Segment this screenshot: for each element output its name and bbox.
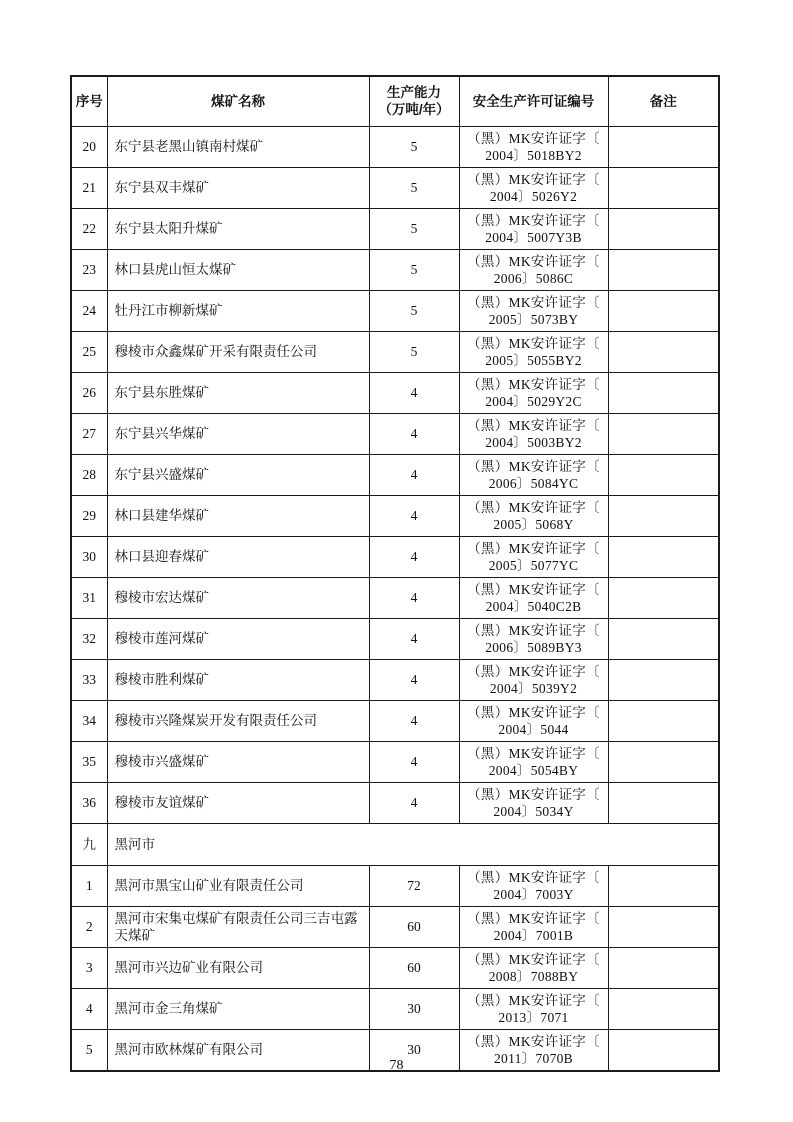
row-capacity: 30 [369,1029,459,1071]
row-remark [608,290,719,331]
license-line1: （黑）MK安许证字〔 [467,540,600,556]
row-capacity: 4 [369,782,459,823]
license-line2: 2004〕5007Y3B [485,229,582,245]
page-number: 78 [389,1058,404,1073]
header-remark-label: 备注 [649,93,677,109]
row-no: 21 [71,167,107,208]
row-mine-name: 穆棱市众鑫煤矿开采有限责任公司 [107,331,369,372]
row-remark [608,659,719,700]
row-no: 20 [71,126,107,167]
license-line1: （黑）MK安许证字〔 [467,171,600,187]
row-no: 1 [71,865,107,906]
row-mine-name: 林口县迎春煤矿 [107,536,369,577]
row-remark [608,700,719,741]
row-license [459,495,608,536]
header-mine-name-label: 煤矿名称 [211,93,265,109]
row-mine-name: 东宁县双丰煤矿 [107,167,369,208]
row-capacity: 4 [369,700,459,741]
row-license [459,126,608,167]
row-mine-name: 东宁县兴华煤矿 [107,413,369,454]
row-remark [608,372,719,413]
table-row [71,906,719,947]
row-license [459,741,608,782]
row-capacity: 60 [369,906,459,947]
license-line2: 2004〕5034Y [493,803,574,819]
row-no: 26 [71,372,107,413]
row-license [459,536,608,577]
row-license [459,700,608,741]
table-row [71,290,719,331]
row-no: 24 [71,290,107,331]
license-line2: 2011〕7070B [493,1050,573,1066]
license-line2: 2006〕5086C [493,270,574,286]
license-line2: 2005〕5055BY2 [485,352,582,368]
license-line1: （黑）MK安许证字〔 [467,745,600,761]
license-line1: （黑）MK安许证字〔 [467,581,600,597]
row-license [459,167,608,208]
row-capacity: 72 [369,865,459,906]
row-remark [608,988,719,1029]
table-row [71,988,719,1029]
row-capacity: 4 [369,536,459,577]
row-remark [608,454,719,495]
license-line1: （黑）MK安许证字〔 [467,130,600,146]
row-remark [608,618,719,659]
license-line2: 2004〕5039Y2 [489,680,578,696]
row-no: 22 [71,208,107,249]
row-no: 2 [71,906,107,947]
row-license [459,577,608,618]
row-license [459,865,608,906]
row-no: 31 [71,577,107,618]
license-line1: （黑）MK安许证字〔 [467,951,600,967]
table-row [71,372,719,413]
table-row [71,208,719,249]
row-mine-name: 穆棱市宏达煤矿 [107,577,369,618]
license-line1: （黑）MK安许证字〔 [467,786,600,802]
row-no: 5 [71,1029,107,1071]
row-capacity: 4 [369,577,459,618]
row-no: 32 [71,618,107,659]
row-mine-name: 牡丹江市柳新煤矿 [107,290,369,331]
license-line2: 2004〕5003BY2 [485,434,582,450]
row-remark [608,782,719,823]
row-mine-name: 穆棱市兴盛煤矿 [107,741,369,782]
row-capacity: 60 [369,947,459,988]
row-capacity: 4 [369,454,459,495]
row-remark [608,495,719,536]
row-no: 4 [71,988,107,1029]
row-mine-name: 东宁县太阳升煤矿 [107,208,369,249]
row-license [459,290,608,331]
row-capacity: 4 [369,413,459,454]
row-license [459,454,608,495]
table-row [71,782,719,823]
row-remark [608,741,719,782]
row-no: 23 [71,249,107,290]
license-line1: （黑）MK安许证字〔 [467,910,600,926]
license-line2: 2004〕7003Y [493,886,574,902]
row-capacity: 4 [369,495,459,536]
row-mine-name: 黑河市宋集屯煤矿有限责任公司三吉屯露天煤矿 [107,906,369,947]
row-no: 30 [71,536,107,577]
license-line1: （黑）MK安许证字〔 [467,417,600,433]
license-line2: 2005〕5068Y [493,516,574,532]
table-row [71,700,719,741]
header-mine-name [107,76,369,126]
license-line1: （黑）MK安许证字〔 [467,1033,600,1049]
header-no-label: 序号 [75,93,103,109]
license-line1: （黑）MK安许证字〔 [467,869,600,885]
header-no [71,76,107,126]
row-capacity: 5 [369,167,459,208]
table-row [71,947,719,988]
table-row [71,413,719,454]
table-row [71,577,719,618]
row-remark [608,906,719,947]
header-row [71,76,719,126]
row-mine-name: 林口县建华煤矿 [107,495,369,536]
row-capacity: 4 [369,372,459,413]
header-license-label: 安全生产许可证编号 [472,93,595,109]
license-line2: 2013〕7071 [498,1009,569,1025]
row-license [459,906,608,947]
row-capacity: 5 [369,249,459,290]
table-body [71,126,719,1071]
table-row [71,536,719,577]
row-mine-name: 穆棱市莲河煤矿 [107,618,369,659]
row-license [459,782,608,823]
section-title: 黑河市 [107,823,719,865]
row-license [459,618,608,659]
table-row [71,249,719,290]
license-line1: （黑）MK安许证字〔 [467,992,600,1008]
license-line1: （黑）MK安许证字〔 [467,212,600,228]
row-license [459,413,608,454]
table-row [71,659,719,700]
row-no: 36 [71,782,107,823]
license-line1: （黑）MK安许证字〔 [467,622,600,638]
row-no: 35 [71,741,107,782]
row-mine-name: 穆棱市友谊煤矿 [107,782,369,823]
row-mine-name: 东宁县兴盛煤矿 [107,454,369,495]
license-line2: 2005〕5073BY [488,311,579,327]
header-capacity [369,76,459,126]
row-no: 33 [71,659,107,700]
section-row [71,823,719,865]
row-no: 25 [71,331,107,372]
row-capacity: 5 [369,331,459,372]
row-license [459,208,608,249]
table-row [71,331,719,372]
license-line1: （黑）MK安许证字〔 [467,704,600,720]
row-remark [608,413,719,454]
coal-mine-table [70,75,720,1072]
license-line1: （黑）MK安许证字〔 [467,294,600,310]
row-remark [608,208,719,249]
row-remark [608,947,719,988]
table-row [71,126,719,167]
table-row [71,741,719,782]
row-remark [608,331,719,372]
license-line1: （黑）MK安许证字〔 [467,663,600,679]
header-license [459,76,608,126]
row-remark [608,577,719,618]
header-remark [608,76,719,126]
license-line2: 2006〕5084YC [488,475,579,491]
row-capacity: 5 [369,126,459,167]
row-license [459,372,608,413]
license-line2: 2004〕5018BY2 [485,147,582,163]
row-remark [608,126,719,167]
row-mine-name: 黑河市兴边矿业有限公司 [107,947,369,988]
table-row [71,618,719,659]
section-index: 九 [71,823,107,865]
license-line1: （黑）MK安许证字〔 [467,458,600,474]
license-line2: 2004〕7001B [493,927,574,943]
row-capacity: 4 [369,741,459,782]
row-no: 3 [71,947,107,988]
row-mine-name: 黑河市欧林煤矿有限公司 [107,1029,369,1071]
row-license [459,249,608,290]
row-capacity: 5 [369,208,459,249]
row-mine-name: 东宁县老黑山镇南村煤矿 [107,126,369,167]
row-remark [608,536,719,577]
row-capacity: 30 [369,988,459,1029]
header-capacity-line1: 生产能力 [387,85,441,101]
license-line2: 2004〕5044 [498,721,569,737]
license-line2: 2005〕5077YC [488,557,579,573]
license-line2: 2004〕5054BY [488,762,579,778]
license-line1: （黑）MK安许证字〔 [467,335,600,351]
row-license [459,659,608,700]
table-header [71,76,719,126]
table-row [71,167,719,208]
row-remark [608,865,719,906]
table-row [71,495,719,536]
row-license [459,988,608,1029]
row-remark [608,249,719,290]
license-line1: （黑）MK安许证字〔 [467,253,600,269]
row-mine-name: 黑河市金三角煤矿 [107,988,369,1029]
row-remark [608,167,719,208]
license-line1: （黑）MK安许证字〔 [467,376,600,392]
row-mine-name: 林口县虎山恒太煤矿 [107,249,369,290]
row-capacity: 4 [369,659,459,700]
license-line2: 2004〕5029Y2C [485,393,582,409]
row-license [459,947,608,988]
row-no: 28 [71,454,107,495]
row-mine-name: 穆棱市兴隆煤炭开发有限责任公司 [107,700,369,741]
row-capacity: 4 [369,618,459,659]
table-row [71,865,719,906]
license-line2: 2008〕7088BY [488,968,579,984]
header-capacity-line2: （万吨/年） [378,102,450,118]
row-no: 29 [71,495,107,536]
row-no: 27 [71,413,107,454]
row-no: 34 [71,700,107,741]
license-line2: 2006〕5089BY3 [485,639,582,655]
row-mine-name: 穆棱市胜利煤矿 [107,659,369,700]
license-line1: （黑）MK安许证字〔 [467,499,600,515]
table-row [71,454,719,495]
row-capacity: 5 [369,290,459,331]
row-mine-name: 东宁县东胜煤矿 [107,372,369,413]
row-mine-name: 黑河市黑宝山矿业有限责任公司 [107,865,369,906]
license-line2: 2004〕5026Y2 [489,188,578,204]
license-line2: 2004〕5040C2B [485,598,582,614]
row-license [459,331,608,372]
